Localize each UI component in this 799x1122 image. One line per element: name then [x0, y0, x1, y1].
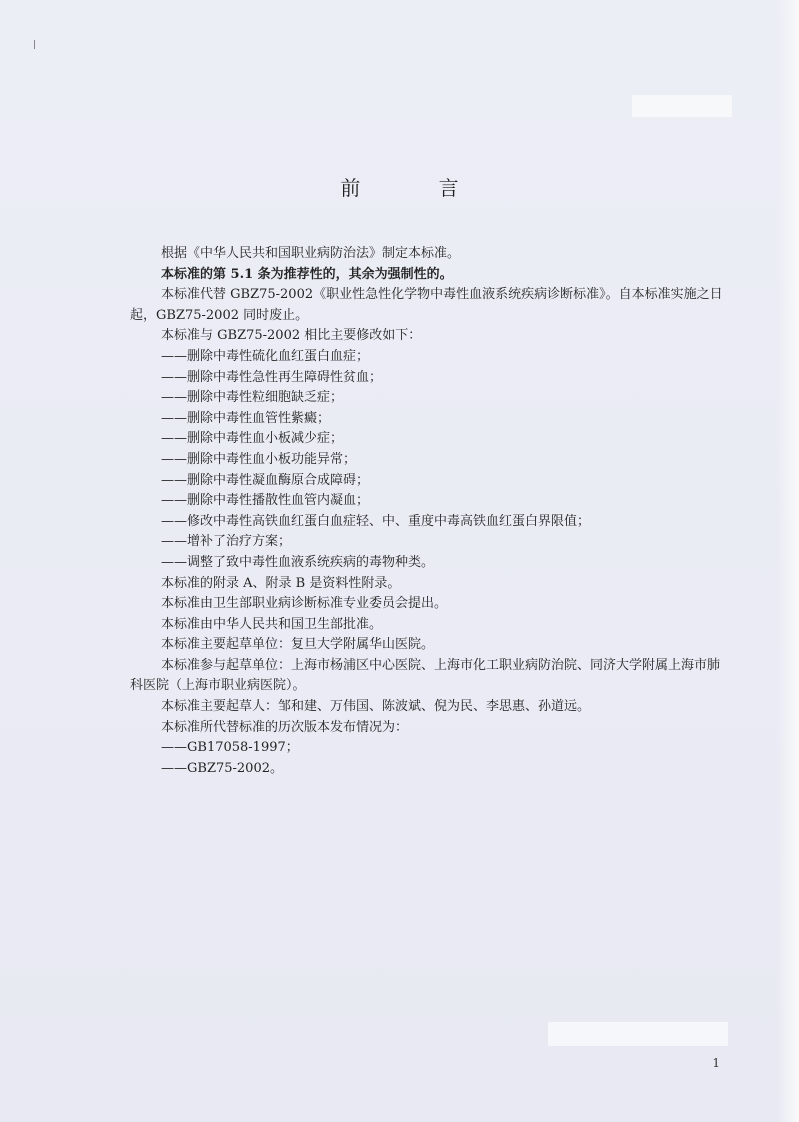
paragraph: 本标准由中华人民共和国卫生部批准。	[161, 616, 383, 632]
list-item: ——GBZ75-2002。	[161, 760, 283, 776]
list-item: ——删除中毒性播散性血管内凝血；	[161, 493, 370, 509]
paragraph: 本标准所代替标准的历次版本发布情况为：	[161, 719, 409, 735]
list-item: ——删除中毒性血小板减少症；	[161, 431, 344, 447]
paragraph: 本标准参与起草单位：上海市杨浦区中心医院、上海市化工职业病防治院、同济大学附属上海市肺科医院（上海市职业病医院）。	[130, 657, 721, 694]
list-item: ——修改中毒性高铁血红蛋白血症轻、中、重度中毒高铁血红蛋白界限值；	[161, 513, 591, 529]
list-item: ——GB17058-1997；	[161, 740, 299, 756]
body-text	[130, 244, 730, 779]
list-item: ——删除中毒性血小板功能异常；	[161, 451, 357, 467]
list-item: ——删除中毒性硫化血红蛋白血症；	[161, 348, 370, 364]
paragraph: 本标准由卫生部职业病诊断标准专业委员会提出。	[161, 596, 448, 612]
whiteout-patch-top	[632, 95, 732, 117]
list-item: ——删除中毒性血管性紫癜；	[161, 410, 331, 426]
paragraph: 本标准代替 GBZ75-2002《职业性急性化学物中毒性血液系统疾病诊断标准》。自本标准实施之日起，GBZ75-2002 同时废止。	[130, 287, 723, 323]
scan-edge	[777, 0, 799, 1122]
scan-speck	[34, 40, 35, 49]
paragraph: 本标准的附录 A、附录 B 是资料性附录。	[161, 575, 401, 591]
paragraph: 本标准与 GBZ75-2002 相比主要修改如下：	[161, 328, 422, 344]
paragraph: 本标准主要起草单位：复旦大学附属华山医院。	[161, 637, 435, 653]
paragraph: 本标准主要起草人：邹和建、万伟国、陈波斌、倪为民、李思惠、孙道远。	[161, 699, 591, 715]
page-number: 1	[712, 1056, 720, 1070]
whiteout-patch-bottom	[548, 1022, 728, 1046]
paragraph: 根据《中华人民共和国职业病防治法》制定本标准。	[161, 246, 461, 261]
paragraph-bold: 本标准的第 5.1 条为推荐性的，其余为强制性的。	[161, 266, 453, 282]
list-item: ——删除中毒性粒细胞缺乏症；	[161, 390, 344, 406]
list-item: ——增补了治疗方案；	[161, 534, 292, 550]
list-item: ——调整了致中毒性血液系统疾病的毒物种类。	[161, 554, 435, 570]
list-item: ——删除中毒性凝血酶原合成障碍；	[161, 472, 370, 488]
page-title: 前 言	[340, 176, 495, 200]
list-item: ——删除中毒性急性再生障碍性贫血；	[161, 369, 383, 385]
